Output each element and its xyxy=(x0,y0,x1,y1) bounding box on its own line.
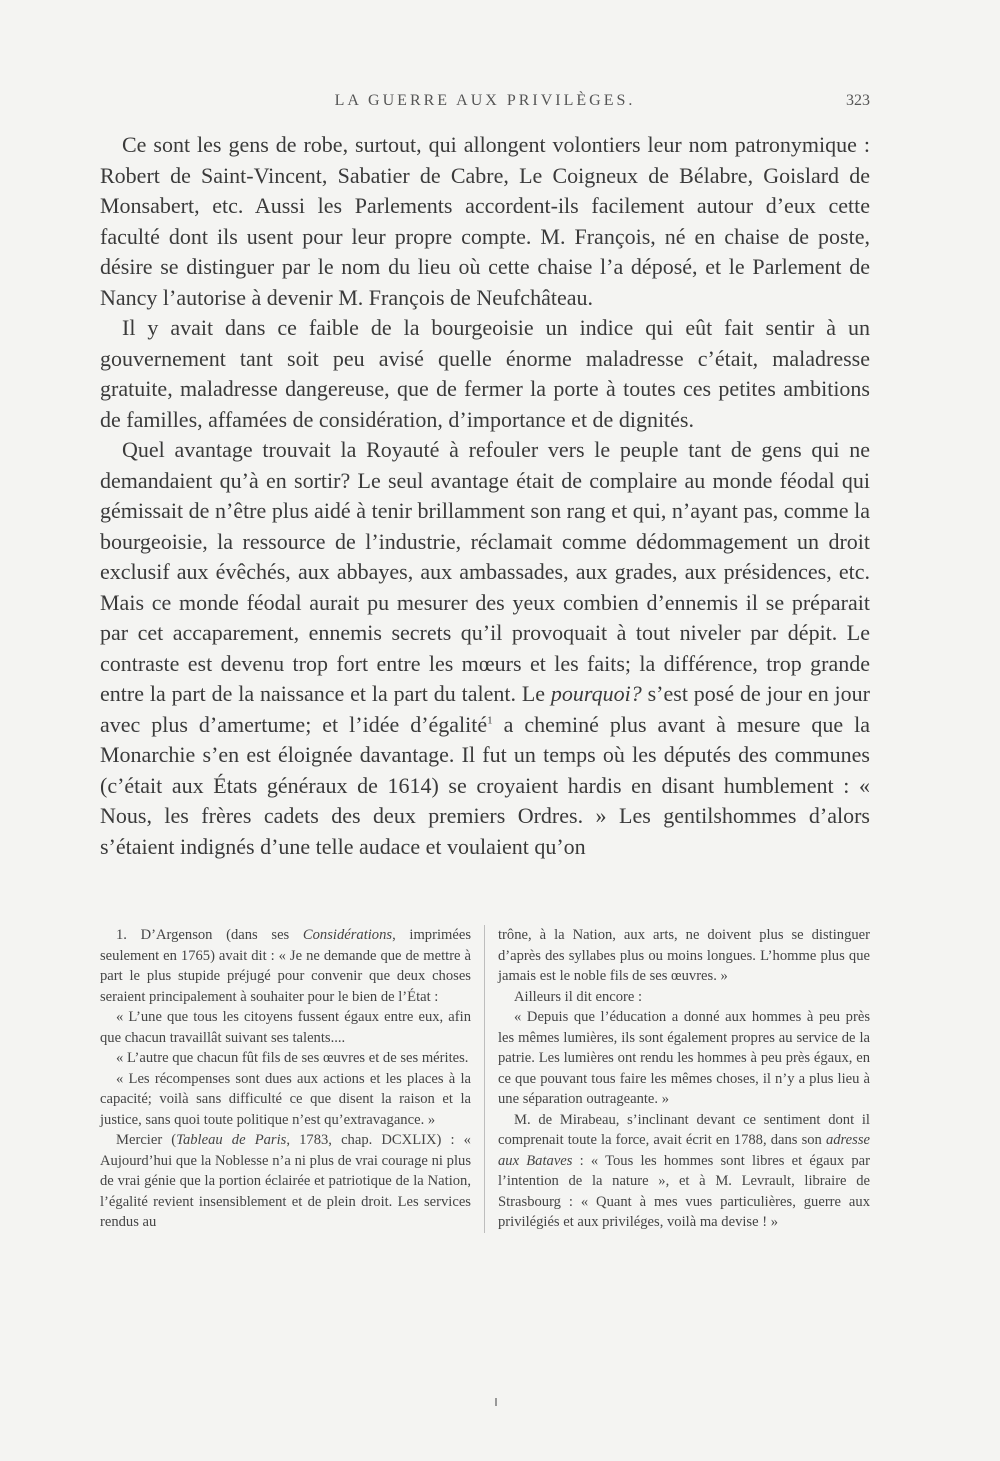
footnote-paragraph xyxy=(100,1130,471,1233)
italic-title: Considérations xyxy=(302,927,393,943)
italic-title: Tableau de Paris xyxy=(176,1132,287,1148)
text-span: : « Tous les hommes sont libres et égaux par l’intention de la nature », et à M. Levrault, libraire de Strasbourg : « Quant à mes vues particulières, guerre aux privilégiés et aux priviléges, voilà ma devise ! » xyxy=(498,1152,871,1230)
italic-word: pourquoi? xyxy=(550,681,642,706)
footnote-paragraph: « L’autre que chacun fût fils de ses œuvres et de ses mérites. xyxy=(116,1050,469,1066)
running-title: LA GUERRE AUX PRIVILÈGES. xyxy=(334,92,636,109)
footnotes xyxy=(100,925,870,1233)
paragraph-2: Il y avait dans ce faible de la bourgeoisie un indice qui eût fait sentir à un gouvernement tant soit peu avisé quelle énorme maladresse c’était, maladresse gratuite, maladresse dangereuse, que de fermer la porte à toutes ces petites ambitions de familles, affamées de considération, d’importance et de dignités. xyxy=(100,315,870,432)
footnote-paragraph xyxy=(498,1110,870,1233)
text-span: Quel avantage trouvait la Royauté à refouler vers le peuple tant de gens qui ne demandaient qu’à en sortir? Le seul avantage était de complaire au monde féodal qui gémissait de n’être plus aidé à tenir brillamment son rang et qui, n’ayant pas, comme la bourgeoisie, la ressource de l’industrie, réclamait comme dédommagement un droit exclusif aux évêchés, aux abbayes, aux ambassades, aux grades, aux présidences, etc. Mais ce monde féodal aurait pu mesurer des yeux combien d’ennemis il se préparait par cet accaparement, ennemis secrets qu’il provoquait à tout niveler par dépit. Le contraste est devenu trop fort entre les mœurs et les faits; la différence, trop grande entre la part de la naissance et la part du talent. Le xyxy=(100,437,870,706)
italic-title: adresse aux Bataves xyxy=(498,1132,870,1169)
paragraph-1: Ce sont les gens de robe, surtout, qui allongent volontiers leur nom patronymique : Robert de Saint-Vincent, Sabatier de Cabre, Le Coigneux de Bélabre, Goislard de Monsabert, etc. Aussi les Parlements accordent-ils facilement autour d’eux cette faculté dont ils usent pour leur propre compte. M. François, né en chaise de poste, désire se distinguer par le nom du lieu où cette chaise l’a déposé, et le Parlement de Nancy l’autorise à devenir M. François de Neufchâteau. xyxy=(100,132,870,310)
page-header xyxy=(100,92,870,116)
footnote-paragraph: « L’une que tous les citoyens fussent égaux entre eux, afin que chacun travaillât suivant ses talents.... xyxy=(100,1009,471,1046)
main-text xyxy=(100,130,870,862)
text-span: , imprimées seulement en 1765) avait dit : « Je ne demande que de mettre à part le plus stupide préjugé pour convenir que deux choses seraient principalement à souhaiter pour le bien de l’État : xyxy=(100,927,471,1005)
footnote-paragraph: « Les récompenses sont dues aux actions et les places à la capacité; voilà sans difficulté ce que disent la raison et la justice, sans quoi toute politique n’est qu’extravagance. » xyxy=(100,1070,471,1128)
text-span: , 1783, chap. DCXLIX) : « Aujourd’hui que la Noblesse n’a ni plus de vrai courage ni plus de vrai génie que la portion éclairée et patriotique de la Nation, l’égalité revient insensiblement et de plein droit. Les services rendus au xyxy=(100,1132,471,1230)
footnote-marker: 1 xyxy=(487,714,493,727)
print-mark xyxy=(495,1398,497,1406)
text-span: Mercier ( xyxy=(116,1132,177,1148)
text-span: 1. D’Argenson (dans ses xyxy=(116,927,303,943)
text-span: M. de Mirabeau, s’inclinant devant ce sentiment dont il comprenait toute la force, avait écrit en 1788, dans son xyxy=(498,1111,870,1148)
footnote-1 xyxy=(100,925,471,1007)
footnote-column-left xyxy=(100,925,485,1233)
footnote-paragraph: Ailleurs il dit encore : xyxy=(514,988,643,1005)
footnote-paragraph: « Depuis que l’éducation a donné aux hommes à peu près les mêmes lumières, ils sont également propres au service de la patrie. Les lumières ont rendu les hommes à peu près égaux, en ce que pouvant tous faire les mêmes choses, il n’y a plus lieu à une séparation outrageante. » xyxy=(498,1009,870,1107)
text-span: s’est posé de jour en jour avec plus d’amertume; et l’idée d’égalité xyxy=(100,681,870,737)
text-span: a cheminé plus avant à mesure que la Monarchie s’en est éloignée davantage. Il fut un temps où les députés des communes (c’était aux États généraux de 1614) se croyaient hardis en disant humblement : « Nous, les frères cadets des deux premiers Ordres. » Les gentilshommes d’alors s’étaient indignés d’une telle audace et voulaient qu’on xyxy=(100,711,870,859)
paragraph-3 xyxy=(100,435,870,862)
page-number: 323 xyxy=(846,92,870,109)
footnote-column-right xyxy=(485,925,870,1233)
footnote-paragraph: trône, à la Nation, aux arts, ne doivent plus se distinguer d’après des syllabes plus ou moins longues. L’homme plus que jamais est le noble fils de ses œuvres. » xyxy=(498,927,870,984)
